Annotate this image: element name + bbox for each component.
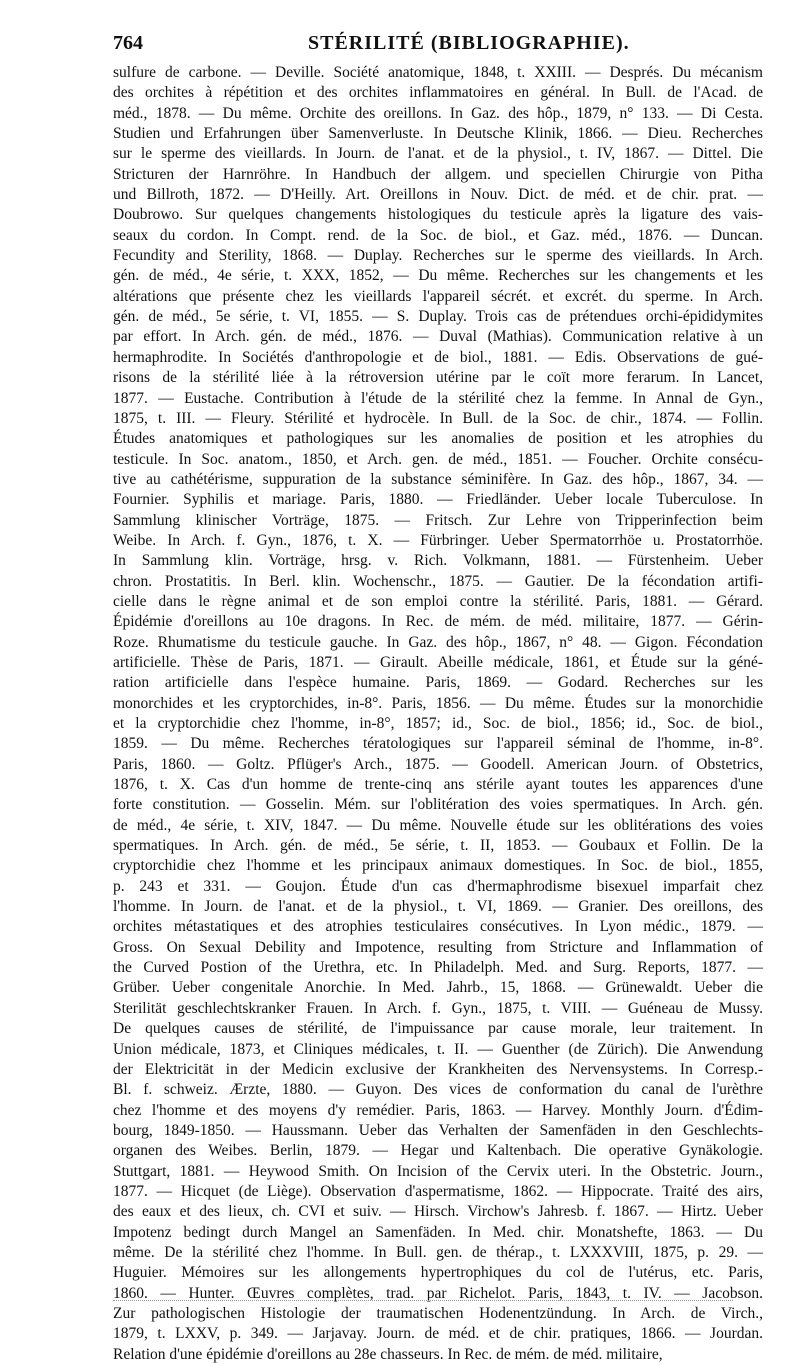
- bibliography-line: und Billroth, 1872. — D'Heilly. Art. Oreillons in Nouv. Dict. de méd. et de chir. prat. —: [113, 186, 763, 204]
- bibliography-line: des eaux et des lieux, ch. CVI et suiv. — Hirsch. Virchow's Jahresb. f. 1867. — Hirtz. Ueber: [113, 1203, 763, 1221]
- bibliography-line: Gross. On Sexual Debility and Impotence, resulting from Stricture and Inflammation of: [113, 938, 763, 956]
- bibliography-line: tive au cathétérisme, suppuration de la substance séminifère. In Gaz. des hôp., 1867, 34. —: [113, 470, 763, 488]
- bibliography-line: cryptorchidie chez l'homme et les principaux animaux domestiques. In Soc. de biol., 1855,: [113, 857, 763, 875]
- bibliography-line: organen des Weibes. Berlin, 1879. — Hegar und Kaltenbach. Die operative Gynäkologie.: [113, 1142, 763, 1160]
- bibliography-line: Grüber. Ueber congenitale Anorchie. In Med. Jahrb., 15, 1868. — Grünewaldt. Ueber die: [113, 979, 763, 997]
- bibliography-line: 1876, t. X. Cas d'un homme de trente-cinq ans stérile ayant toutes les apparences d'une: [113, 776, 763, 794]
- bibliography-line: 1877. — Eustache. Contribution à l'étude de la stérilité chez la femme. In Annal de Gyn.,: [113, 389, 763, 407]
- bibliography-line: seaux du cordon. In Compt. rend. de la Soc. de biol., et Gaz. méd., 1876. — Duncan.: [113, 226, 763, 244]
- bibliography-line: Impotenz bedingt durch Mangel an Samenfäden. In Med. chir. Monatshefte, 1863. — Du: [113, 1223, 763, 1241]
- bibliography-line: chron. Prostatitis. In Berl. klin. Wochenschr., 1875. — Gautier. De la fécondation artifi-: [113, 572, 763, 590]
- bibliography-line: cielle dans le règne animal et de son emploi contre la stérilité. Paris, 1881. — Gérard.: [113, 592, 763, 610]
- bibliography-line: monorchides et les cryptorchides, in-8°. Paris, 1856. — Du même. Études sur la monorchidie: [113, 694, 763, 712]
- bibliography-line: ration artificielle dans l'espèce humaine. Paris, 1869. — Godard. Recherches sur les: [113, 674, 763, 692]
- bibliography-line: gén. de méd., 4e série, t. XXX, 1852, — Du même. Recherches sur les changements et les: [113, 267, 763, 285]
- bibliography-line: artificielle. Thèse de Paris, 1871. — Girault. Abeille médicale, 1861, et Étude sur la géné-: [113, 653, 763, 671]
- running-title: STÉRILITÉ (BIBLIOGRAPHIE).: [308, 32, 630, 54]
- bibliography-line: 1875, t. III. — Fleury. Stérilité et hydrocèle. In Bull. de la Soc. de chir., 1874. — Follin.: [113, 409, 763, 427]
- bibliography-line: Paris, 1860. — Goltz. Pflüger's Arch., 1875. — Goodell. American Journ. of Obstetrics,: [113, 755, 763, 773]
- bibliography-line: 1860. — Hunter. Œuvres complètes, trad. par Richelot. Paris, 1843, t. IV. — Jacobson.: [113, 1284, 763, 1302]
- bibliography-line: de méd., 4e série, t. XIV, 1847. — Du même. Nouvelle étude sur les oblitérations des voies: [113, 816, 763, 834]
- bibliography-line: par effort. In Arch. gén. de méd., 1876. — Duval (Mathias). Communication relative à un: [113, 328, 763, 346]
- page-bottom-rule: [113, 1300, 733, 1301]
- page-header: [113, 32, 713, 60]
- bibliography-line: Stuttgart, 1881. — Heywood Smith. On Incision of the Cervix uteri. In the Obstetric. Journ.,: [113, 1162, 763, 1180]
- bibliography-line: Roze. Rhumatisme du testicule gauche. In Gaz. des hôp., 1867, n° 48. — Gigon. Fécondation: [113, 633, 763, 651]
- bibliography-line: Huguier. Mémoires sur les allongements hypertrophiques du col de l'utérus, etc. Paris,: [113, 1264, 763, 1282]
- bibliography-line: Stricturen der Harnröhre. In Handbuch der allgem. und speciellen Chirurgie von Pitha: [113, 165, 763, 183]
- bibliography-line: Studien und Erfahrungen über Samenverluste. In Deutsche Klinik, 1866. — Dieu. Recherches: [113, 125, 763, 143]
- bibliography-line: Bl. f. schweiz. Ærzte, 1880. — Guyon. Des vices de conformation du canal de l'urèthre: [113, 1081, 763, 1099]
- bibliography-text: [113, 63, 763, 1365]
- bibliography-line: Doubrowo. Sur quelques changements histologiques du testicule après la ligature des vais-: [113, 206, 763, 224]
- bibliography-line: risons de la stérilité liée à la rétroversion utérine par le coït more ferarum. In Lancet,: [113, 369, 763, 387]
- bibliography-line: l'homme. In Journ. de l'anat. et de la physiol., t. VI, 1869. — Granier. Des oreillons, des: [113, 898, 763, 916]
- bibliography-line: gén. de méd., 5e série, t. VI, 1855. — S. Duplay. Trois cas de prétendues orchi-épididymites: [113, 308, 763, 326]
- bibliography-line: méd., 1878. — Du même. Orchite des oreillons. In Gaz. des hôp., 1879, n° 133. — Di Cesta.: [113, 104, 763, 122]
- bibliography-line: altérations que présente chez les vieillards l'appareil sécrét. et excrét. du sperme. In Arch.: [113, 287, 763, 305]
- bibliography-line: chez l'homme et des moyens d'y remédier. Paris, 1863. — Harvey. Monthly Journ. d'Édim-: [113, 1101, 763, 1119]
- bibliography-line: sulfure de carbone. — Deville. Société anatomique, 1848, t. XXIII. — Després. Du mécanism: [113, 64, 763, 81]
- bibliography-line: spermatiques. In Arch. gén. de méd., 5e série, t. II, 1853. — Goubaux et Follin. De la: [113, 837, 763, 855]
- bibliography-line: Union médicale, 1873, et Cliniques médicales, t. II. — Guenther (de Zürich). Die Anwendung: [113, 1040, 763, 1058]
- bibliography-line: Relation d'une épidémie d'oreillons au 28e chasseurs. In Rec. de mém. de méd. militaire,: [113, 1345, 663, 1363]
- bibliography-line: In Sammlung klin. Vorträge, hrsg. v. Rich. Volkmann, 1881. — Fürstenheim. Ueber: [113, 552, 763, 570]
- bibliography-line: des orchites à répétition et des orchites inflammatoires en général. In Bull. de l'Acad. de: [113, 84, 763, 102]
- bibliography-line: p. 243 et 331. — Goujon. Étude d'un cas d'hermaphrodisme bisexuel imparfait chez: [113, 877, 763, 895]
- bibliography-line: Sammlung klinischer Vorträge, 1875. — Fritsch. Zur Lehre von Tripperinfection beim: [113, 511, 763, 529]
- bibliography-line: 1879, t. LXXV, p. 349. — Jarjavay. Journ. de méd. et de chir. pratiques, 1866. — Jourdan.: [113, 1325, 763, 1343]
- bibliography-line: testicule. In Soc. anatom., 1850, et Arch. gen. de méd., 1851. — Foucher. Orchite consécu-: [113, 450, 763, 468]
- bibliography-line: Weibe. In Arch. f. Gyn., 1876, t. X. — Fürbringer. Ueber Spermatorrhöe u. Prostatorrhöe.: [113, 531, 763, 549]
- bibliography-line: forte constitution. — Gosselin. Mém. sur l'oblitération des voies spermatiques. In Arch. gén.: [113, 796, 763, 814]
- bibliography-line: der Elektricität in der Medicin exclusive der Krankheiten des Nervensystems. In Corresp.-: [113, 1060, 763, 1078]
- bibliography-line: sur le sperme des vieillards. In Journ. de l'anat. et de la physiol., t. IV, 1867. — Dittel. Die: [113, 145, 763, 163]
- bibliography-line: et la cryptorchidie chez l'homme, in-8°, 1857; id., Soc. de biol., 1856; id., Soc. de biol.,: [113, 715, 763, 732]
- bibliography-line: Études anatomiques et pathologiques sur les anomalies de position et les atrophies du: [113, 430, 763, 448]
- bibliography-line: Zur pathologischen Histologie der traumatischen Hodenentzündung. In Arch. de Virch.,: [113, 1304, 763, 1322]
- bibliography-line: bourg, 1849-1850. — Haussmann. Ueber das Verhalten der Samenfäden in den Geschlechts-: [113, 1121, 763, 1139]
- bibliography-line: même. De la stérilité chez l'homme. In Bull. gen. de thérap., t. LXXXVIII, 1875, p. 29. —: [113, 1243, 763, 1261]
- bibliography-line: 1877. — Hicquet (de Liège). Observation d'aspermatisme, 1862. — Hippocrate. Traité des airs,: [113, 1182, 763, 1200]
- bibliography-line: 1859. — Du même. Recherches tératologiques sur l'appareil séminal de l'homme, in-8°.: [113, 735, 763, 753]
- bibliography-line: the Curved Postion of the Urethra, etc. In Philadelph. Med. and Surg. Reports, 1877. —: [113, 959, 763, 977]
- bibliography-line: orchites métastatiques et des atrophies testiculaires consécutives. In Lyon médic., 1879. —: [113, 918, 763, 936]
- bibliography-line: Fecundity and Sterility, 1868. — Duplay. Recherches sur le sperme des vieillards. In Arch.: [113, 247, 763, 265]
- bibliography-line: Épidémie d'oreillons au 10e dragons. In Rec. de mém. de méd. militaire, 1877. — Gérin-: [113, 613, 763, 631]
- bibliography-line: Fournier. Syphilis et mariage. Paris, 1880. — Friedländer. Ueber locale Tuberculose. In: [113, 491, 763, 509]
- bibliography-line: De quelques causes de stérilité, de l'impuissance par cause morale, leur traitement. In: [113, 1020, 763, 1038]
- bibliography-line: Sterilität geschlechtskranker Frauen. In Arch. f. Gyn., 1875, t. VIII. — Guéneau de Mussy.: [113, 999, 763, 1017]
- page-number: 764: [113, 32, 143, 54]
- bibliography-line: hermaphrodite. In Sociétés d'anthropologie et de biol., 1881. — Edis. Observations de gué-: [113, 348, 763, 366]
